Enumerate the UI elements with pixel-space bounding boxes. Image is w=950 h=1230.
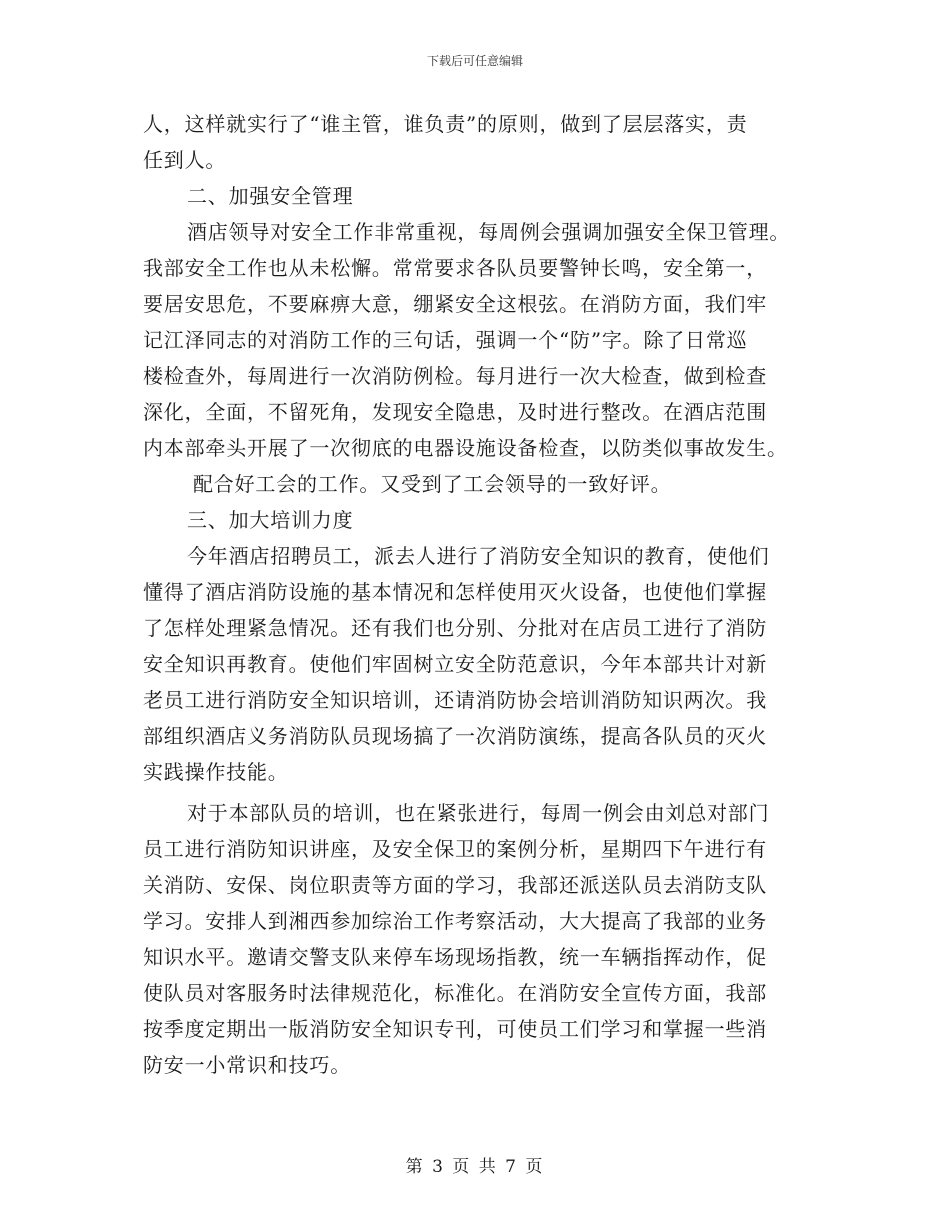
paragraph-line: 部组织酒店义务消防队员现场搞了一次消防演练，提高各队员的灭火	[143, 724, 767, 748]
paragraph-line: 知识水平。邀请交警支队来停车场现场指教，统一车辆指挥动作，促	[143, 945, 767, 969]
paragraph-line: 今年酒店招聘员工，派去人进行了消防安全知识的教育，使他们	[187, 544, 770, 568]
paragraph-line: 员工进行消防知识讲座，及安全保卫的案例分析，星期四下午进行有	[143, 837, 767, 861]
section-heading-2: 二、加强安全管理	[187, 184, 354, 208]
paragraph-line: 记江泽同志的对消防工作的三句话，强调一个“防”字。除了日常巡	[143, 328, 748, 352]
paragraph-line: 楼检查外，每周进行一次消防例检。每月进行一次大检查，做到检查	[143, 364, 767, 388]
paragraph-line: 按季度定期出一版消防安全知识专刊，可使员工们学习和掌握一些消	[143, 1017, 767, 1041]
paragraph-line: 学习。安排人到湘西参加综治工作考察活动，大大提高了我部的业务	[143, 909, 767, 933]
paragraph-line: 使队员对客服务时法律规范化，标准化。在消防安全宣传方面，我部	[143, 981, 767, 1005]
paragraph-line: 老员工进行消防安全知识培训，还请消防协会培训消防知识两次。我	[143, 688, 767, 712]
paragraph-line: 实践操作技能。	[143, 760, 289, 784]
paragraph-line: 人，这样就实行了“谁主管，谁负责”的原则，做到了层层落实，责	[143, 112, 748, 136]
paragraph-line: 我部安全工作也从未松懈。常常要求各队员要警钟长鸣，安全第一，	[143, 256, 767, 280]
paragraph-line: 深化，全面，不留死角，发现安全隐患，及时进行整改。在酒店范围	[143, 400, 767, 424]
paragraph-line: 对于本部队员的培训，也在紧张进行，每周一例会由刘总对部门	[187, 801, 770, 825]
paragraph-line: 要居安思危，不要麻痹大意，绷紧安全这根弦。在消防方面，我们牢	[143, 292, 767, 316]
header-note: 下载后可任意编辑	[426, 54, 523, 68]
section-heading-3: 三、加大培训力度	[187, 508, 354, 532]
paragraph-line: 懂得了酒店消防设施的基本情况和怎样使用灭火设备，也使他们掌握	[143, 580, 767, 604]
paragraph-line: 配合好工会的工作。又受到了工会领导的一致好评。	[193, 472, 672, 496]
paragraph-line: 关消防、安保、岗位职责等方面的学习，我部还派送队员去消防支队	[143, 873, 767, 897]
paragraph-line: 酒店领导对安全工作非常重视，每周例会强调加强安全保卫管理。	[187, 220, 791, 244]
page-number-footer: 第 3 页 共 7 页	[405, 1157, 545, 1177]
paragraph-line: 防安一小常识和技巧。	[143, 1053, 351, 1077]
document-body	[143, 106, 833, 1083]
paragraph-line: 安全知识再教育。使他们牢固树立安全防范意识，今年本部共计对新	[143, 652, 767, 676]
paragraph-line: 了怎样处理紧急情况。还有我们也分别、分批对在店员工进行了消防	[143, 616, 767, 640]
paragraph-line: 任到人。	[143, 148, 227, 172]
paragraph-line: 内本部牵头开展了一次彻底的电器设施设备检查，以防类似事故发生。	[143, 436, 788, 460]
